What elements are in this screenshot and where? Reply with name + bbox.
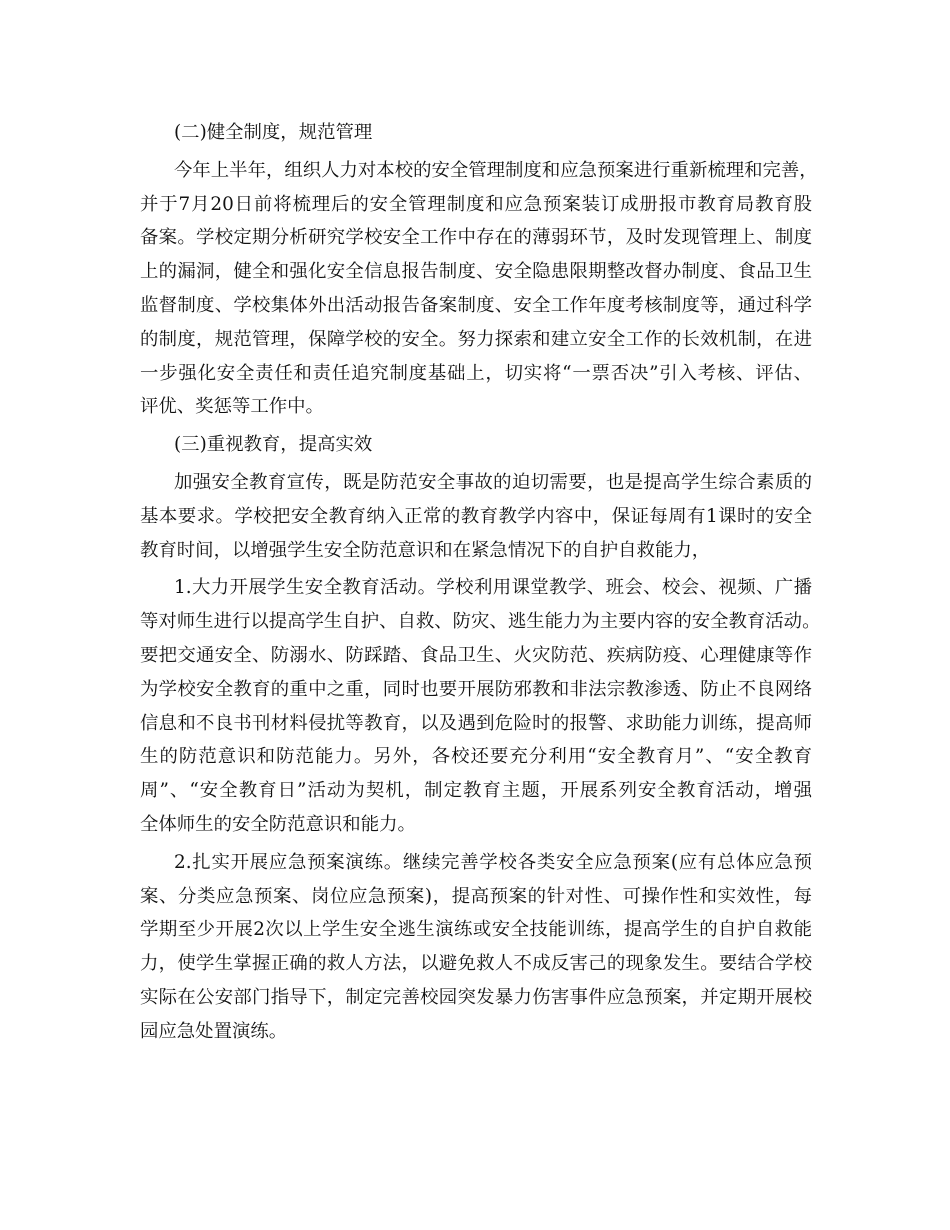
paragraph <box>140 466 812 567</box>
paragraph-line: 生的防范意识和防范能力。另外，各校还要充分利用“安全教育月”、“安全教育 <box>140 746 812 768</box>
paragraph-line: 等对师生进行以提高学生自护、自救、防灾、逃生能力为主要内容的安全教育活动。 <box>140 611 821 633</box>
paragraph-line: 周”、“安全教育日”活动为契机，制定教育主题，开展系列安全教育活动，增强 <box>140 780 812 802</box>
paragraph-line: 实际在公安部门指导下，制定完善校园突发暴力伤害事件应急预案，并定期开展校 <box>140 986 812 1008</box>
paragraph-line: 监督制度、学校集体外出活动报告备案制度、安全工作年度考核制度等，通过科学 <box>140 294 812 316</box>
document-body <box>140 116 821 1049</box>
paragraph-line: 的制度，规范管理，保障学校的安全。努力探索和建立安全工作的长效机制，在进 <box>140 328 812 350</box>
paragraph-line: 一步强化安全责任和责任追究制度基础上，切实将“一票否决”引入考核、评估、 <box>140 362 812 384</box>
paragraph-line: 案、分类应急预案、岗位应急预案)，提高预案的针对性、可操作性和实效性，每 <box>140 885 812 907</box>
paragraph-line: 园应急处置演练。 <box>140 1020 288 1042</box>
paragraph-line: 上的漏洞，健全和强化安全信息报告制度、安全隐患限期整改督办制度、食品卫生 <box>140 261 812 283</box>
paragraph-line: 并于7月20日前将梳理后的安全管理制度和应急预案装订成册报市教育局教育股 <box>140 193 812 215</box>
paragraph-line: 全体师生的安全防范意识和能力。 <box>140 813 416 835</box>
paragraph <box>140 846 812 1049</box>
paragraph-line: 教育时间，以增强学生安全防范意识和在紧急情况下的自护自救能力， <box>140 539 711 561</box>
paragraph-line: 信息和不良书刊材料侵扰等教育，以及遇到危险时的报警、求助能力训练，提高师 <box>140 712 812 734</box>
paragraph-line: 基本要求。学校把安全教育纳入正常的教育教学内容中，保证每周有1课时的安全 <box>140 505 812 527</box>
paragraph-line: 为学校安全教育的重中之重，同时也要开展防邪教和非法宗教渗透、防止不良网络 <box>140 678 812 700</box>
paragraph-line: 今年上半年，组织人力对本校的安全管理制度和应急预案进行重新梳理和完善， <box>174 159 818 181</box>
paragraph-line: 评优、奖惩等工作中。 <box>140 396 324 418</box>
paragraph-line: 要把交通安全、防溺水、防踩踏、食品卫生、火灾防范、疾病防疫、心理健康等作 <box>140 644 812 666</box>
section-heading-3: (三)重视教育，提高实效 <box>174 434 373 456</box>
section-heading-2: (二)健全制度，规范管理 <box>174 122 373 143</box>
paragraph-line: 2.扎实开展应急预案演练。继续完善学校各类安全应急预案(应有总体应急预 <box>174 851 812 873</box>
paragraph <box>140 571 821 841</box>
paragraph-line: 加强安全教育宣传，既是防范安全事故的迫切需要，也是提高学生综合素质的 <box>174 471 812 493</box>
paragraph-line: 备案。学校定期分析研究学校安全工作中存在的薄弱环节，及时发现管理上、制度 <box>140 227 812 249</box>
paragraph-line: 1.大力开展学生安全教育活动。学校利用课堂教学、班会、校会、视频、广播 <box>174 577 812 599</box>
paragraph <box>140 154 818 424</box>
paragraph-line: 力，使学生掌握正确的救人方法，以避免救人不成反害己的现象发生。要结合学校 <box>140 953 812 975</box>
paragraph-line: 学期至少开展2次以上学生安全逃生演练或安全技能训练，提高学生的自护自救能 <box>140 919 812 941</box>
